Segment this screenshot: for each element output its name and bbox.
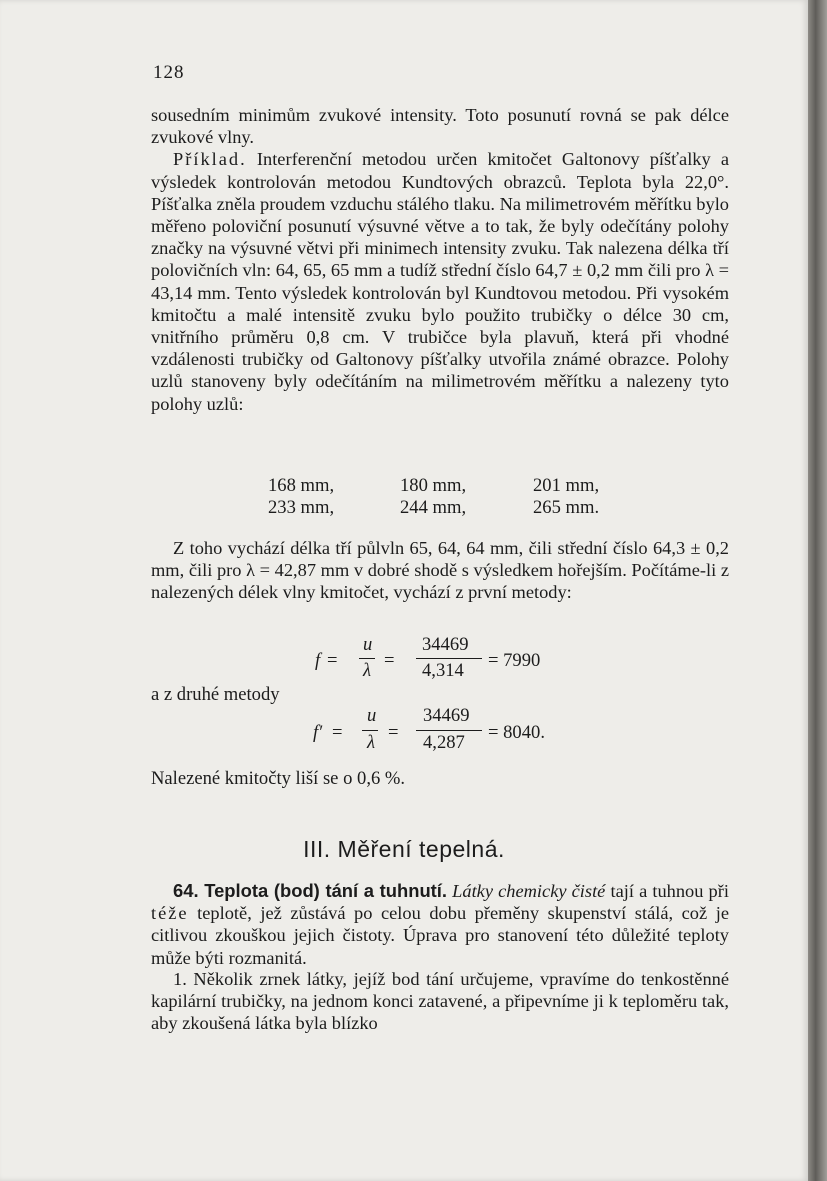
formula-numerator: u [363,634,373,655]
page-edge-shadow [808,0,827,1181]
formula-equals: = [388,722,399,743]
formula-equals: = [332,722,343,743]
fraction-bar [416,730,482,731]
paragraph-difference: Nalezené kmitočty liší se o 0,6 %. [151,768,406,789]
section-number: 64. [173,880,199,901]
paragraph-result: Z toho vychází délka tří půlvln 65, 64, 64 mm, čili střední číslo 64,3 ± 0,2 mm, čili pro λ = 42,87 mm v dobré shodě s výsledkem hořejším. Počítáme-li z nalezených délek vlny kmitočet, vychází z první metody: [151,538,729,603]
formula-result: = 8040. [488,722,545,743]
measurement-cell: 244 mm, [400,497,467,518]
section-heading: III. Měření tepelná. [303,836,505,862]
formula-denominator: λ [363,660,372,681]
measurement-cell: 201 mm, [533,475,600,496]
body-text: tají a tuhnou při [605,881,729,901]
measurement-cell: 168 mm, [268,475,335,496]
between-text: a z druhé metody [151,684,280,705]
spaced-word: téže [151,903,189,924]
formula-numerator: u [367,705,377,726]
paragraph-intro: sousedním minimům zvukové intensity. Toto posunutí rovná se pak délce zvukové vlny. [151,105,729,148]
formula-denominator: 4,314 [422,660,464,681]
emphasis-text: Látky chemicky čisté [447,881,606,901]
measurement-cell: 233 mm, [268,497,335,518]
formula-equals: = [327,650,338,671]
fraction-bar [416,658,482,659]
example-label: Příklad. [173,149,247,170]
formula-denominator: 4,287 [423,732,465,753]
formula-denominator: λ [367,732,376,753]
formula-numerator: 34469 [422,634,469,655]
paragraph-step-one: 1. Několik zrnek látky, jejíž bod tání určujeme, vpravíme do tenkostěnné kapilární trubičky, na jednom konci zatavené, a připevníme ji k teploměru tak, aby zkoušená látka byla blízko [151,969,729,1034]
formula-result: = 7990 [488,650,541,671]
measurement-cell: 180 mm, [400,475,467,496]
section-title: Teplota (bod) tání a tuhnutí. [198,880,448,901]
fraction-bar [362,730,378,731]
body-text: teplotě, jež zůstává po celou dobu přeměny skupenství stálá, což je citlivou zkouškou jejich čistoty. Úprava pro stanovení této důležité teploty může býti rozmanitá. [151,903,729,968]
formula-numerator: 34469 [423,705,470,726]
page-number: 128 [153,62,185,83]
paragraph-example [151,148,729,414]
text-block-top [151,104,729,415]
paragraph-melting [151,880,729,969]
measurement-cell: 265 mm. [533,497,600,518]
formula-lhs: f [315,650,321,671]
formula-lhs: f′ [313,722,323,743]
formula-equals: = [384,650,395,671]
example-text: Interferenční metodou určen kmitočet Galtonovy píšťalky a výsledek kontrolován metodou Kundtových obrazců. Teplota byla 22,0°. Píšťalka zněla proudem vzduchu stálého tlaku. Na milimetrovém měřítku bylo měřeno poloviční posunutí výsuvné větve a to tak, že byly odečítány polohy značky na výsuvné větvi při minimech intensity zvuku. Tak nalezena délka tří polovičních vln: 64, 65, 65 mm a tudíž střední číslo 64,7 ± 0,2 mm čili pro λ = 43,14 mm. Tento výsledek kontrolován byl Kundtovou metodou. Při vysokém kmitočtu a malé intensitě zvuku bylo použito trubičky o délce 30 cm, vnitřního průměru 0,8 cm. V trubičce byla plavuň, která při vhodné vzdálenosti trubičky od Galtonovy píšťalky utvořila známé obrazce. Polohy uzlů stanoveny byly odečítáním na milimetrovém měřítku a nalezeny tyto polohy uzlů: [151,149,729,414]
fraction-bar [359,658,375,659]
